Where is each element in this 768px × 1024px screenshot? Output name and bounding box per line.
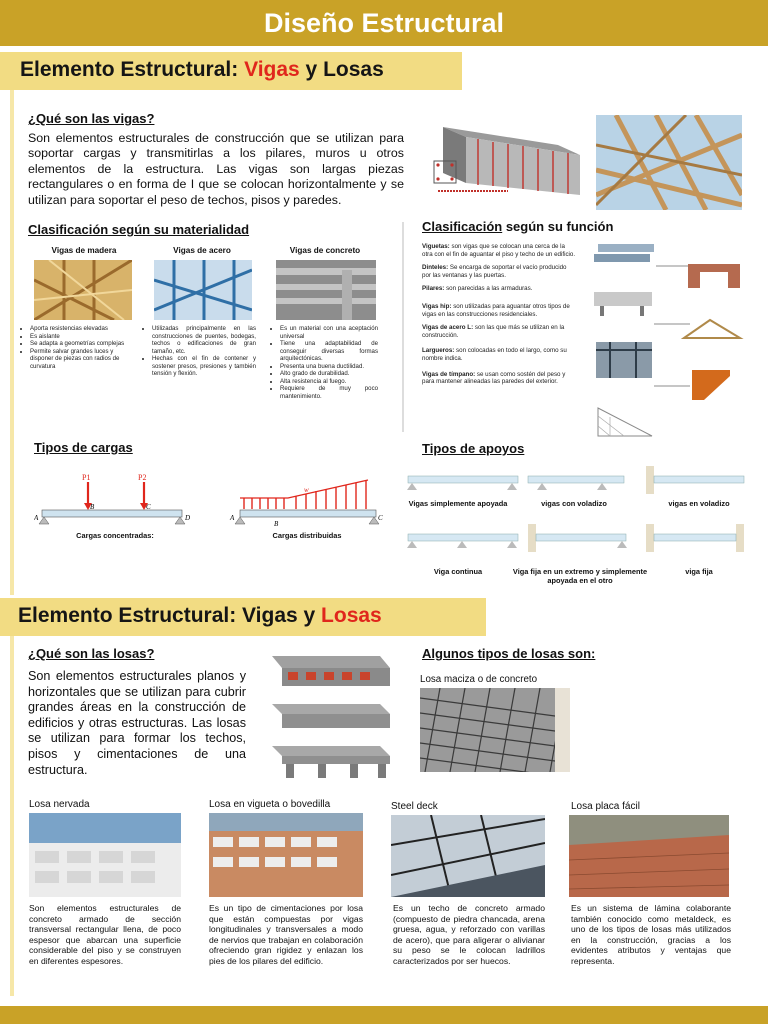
- concrete-bullets: • Es un material con una aceptación universal • Tiene una adaptabilidad de conseguir diversas formas arquitectónicas. • Presenta una buena ductilidad. • Alto grado de durabilidad. • Alta resistencia al fuego. • Requiere de muy poco mantenimiento.: [272, 325, 378, 400]
- section1-banner: [0, 52, 462, 90]
- rebar-cage-image: [418, 115, 588, 200]
- section1-sideline: [10, 90, 14, 595]
- support-caption-simple: Vigas simplemente apoyada: [408, 499, 508, 508]
- hip-roof-illustration: [684, 320, 740, 338]
- support-caption-cantilever: vigas en voladizo: [668, 499, 730, 508]
- function-illustrations: [580, 240, 750, 440]
- function-item: Vigas de acero L: son las que más se utilizan en la construcción.: [422, 324, 565, 339]
- solid-slab-illustration: [272, 704, 390, 728]
- pillar-illustration: [594, 292, 652, 316]
- loads-heading: Tipos de cargas: [34, 440, 133, 455]
- distributed-load-diagram: [228, 470, 388, 530]
- footer-bar: [0, 1006, 768, 1024]
- slab-type-2-text: Es un tipo de cimentaciones por losa que están compuestas por vigas longitudinales y transversales a modo de nervios que trabajan en colaboración ofreciendo gran rigidez y enlazan los pies de los pilares del edificio.: [209, 903, 363, 966]
- function-item: Vigas de tímpano: se usan como sostén del peso y para mantener alineadas las paredes del exterior.: [422, 370, 566, 386]
- slab-section-illustrations: [262, 648, 394, 788]
- material-concrete-title: Vigas de concreto: [289, 246, 361, 255]
- joist-illustration: [594, 244, 654, 262]
- solid-slab-label: Losa maciza o de concreto: [420, 674, 538, 685]
- beams-heading: ¿Qué son las vigas?: [28, 111, 155, 126]
- simply-supported-diagram: [407, 476, 518, 490]
- label-b2: B: [274, 520, 279, 528]
- section2-banner: [0, 598, 486, 636]
- steel-bullets: • Utilizadas principalmente en las construcciones de puentes, bodegas, techos o edificaciones de gran tamaño, etc. • Hechas con el fin de contener y sostener presos, presiones y también tensión y flexión.: [144, 325, 256, 378]
- label-w: w: [304, 486, 309, 494]
- support-caption-continuous: Viga continua: [433, 567, 483, 576]
- propped-cantilever-diagram: [528, 524, 627, 552]
- hollow-slab-illustration: [272, 656, 390, 686]
- support-caption-fixed: viga fija: [685, 567, 713, 576]
- support-caption-propped: Viga fija en un extremo y simplemente apoyada en el otro: [512, 567, 648, 585]
- steel-beams-photo: [154, 260, 252, 320]
- slab-type-3-title: Steel deck: [391, 801, 438, 812]
- support-diagrams: [402, 462, 752, 572]
- overhang-diagram: [528, 476, 624, 490]
- wood-roof-photo: [596, 115, 742, 210]
- function-list: [422, 243, 576, 386]
- label-d: D: [185, 514, 191, 522]
- label-b: B: [90, 503, 95, 511]
- slab-types-heading: Algunos tipos de losas son:: [422, 646, 596, 661]
- function-item: Viguetas: son vigas que se colocan una cerca de la otra con el fin de aguantar el piso y techo de un edificio.: [422, 243, 576, 258]
- fixed-beam-diagram: [646, 524, 744, 552]
- support-caption-overhang: vigas con voladizo: [541, 499, 607, 508]
- function-heading: Clasificación según su función: [422, 219, 614, 234]
- section1-title: Elemento Estructural: Vigas y Losas: [20, 58, 384, 81]
- concentrated-load-caption: Cargas concentradas:: [76, 531, 154, 540]
- joist-slab-photo: [209, 813, 363, 897]
- function-item: Vigas hip: son utilizadas para aguantar otros tipos de vigas en las construcciones residenciales.: [422, 302, 570, 318]
- gable-truss-illustration: [598, 408, 652, 436]
- label-a2: A: [230, 514, 235, 522]
- supports-heading: Tipos de apoyos: [422, 441, 525, 456]
- solid-slab-photo: [420, 688, 570, 772]
- label-c2: C: [378, 514, 383, 522]
- distributed-load-caption: Cargas distribuidas: [272, 531, 342, 540]
- material-wood-title: Vigas de madera: [51, 246, 117, 255]
- function-item: Dinteles: Se encarga de soportar el vacío producido por las ventanas y las puertas.: [422, 264, 567, 279]
- concentrated-load-diagram: [34, 470, 194, 530]
- label-a: A: [34, 514, 39, 522]
- concrete-beams-photo: [276, 260, 376, 320]
- steel-frame-illustration: [596, 342, 652, 378]
- beams-description: Son elementos estructurales de construcción que se utilizan para soportar cargas y transmitirlas a los pilares, muros u otros elementos de la estructura. Las vigas son largas piezas rectangulares o en forma de I que se colocan horizontalmente y se utilizan para soportar el peso de techos, pisos y paredes.: [28, 131, 404, 207]
- section2-title: Elemento Estructural: Vigas y Losas: [18, 604, 382, 627]
- label-p2: P2: [138, 473, 147, 482]
- function-item: Largueros: son colocadas en todo el largo, como su nombre indica.: [422, 347, 567, 362]
- slabs-description: Son elementos estructurales planos y horizontales que se utilizan para cubrir grandes áreas en la construcción de edificios y otras estructuras. Las losas se utilizan para formar los techos, pisos y cimentaciones de una estructura.: [28, 669, 246, 777]
- slab-type-1-text: Son elementos estructurales de concreto armado de sección transversal rectangular llena, de poco espesor que abarcan una superficie considerable del piso y se construyen en diferentes espesores.: [29, 903, 181, 966]
- slab-type-3-text: Es un techo de concreto armado (compuesto de piedra chancada, arena gruesa, agua, y reforzado con varillas de acero), que para aligerar o alivianar su peso se le colocan ladrillos caracterizados por ser huecos.: [393, 903, 545, 966]
- header-bar: [0, 0, 768, 46]
- slab-type-4-text: Es un sistema de lámina colaborante también conocido como metaldeck, es uno de los tipos de losas más utilizados en la construcción, gracias a los evidentes atributos y ventajas que representa.: [571, 903, 731, 966]
- wood-bullets: • Aporta resistencias elevadas • Es aislante • Se adapta a geometrías complejas • Permite salvar grandes luces y disponer de piezas con radios de curvatura: [22, 325, 134, 370]
- material-steel-title: Vigas de acero: [173, 246, 231, 255]
- column-divider: [402, 222, 404, 432]
- function-item: Pilares: son parecidas a las armaduras.: [422, 285, 533, 293]
- materiality-heading: Clasificación según su materialidad: [28, 222, 250, 237]
- slab-type-4-title: Losa placa fácil: [571, 801, 640, 812]
- lintel-illustration: [688, 264, 740, 288]
- stringer-illustration: [692, 370, 730, 400]
- label-c: C: [146, 503, 151, 511]
- section2-sideline: [10, 636, 14, 996]
- label-p1: P1: [82, 473, 91, 482]
- page-title: Diseño Estructural: [263, 8, 505, 38]
- steel-deck-photo: [391, 815, 545, 897]
- wood-beams-photo: [34, 260, 132, 320]
- slab-type-2-title: Losa en vigueta o bovedilla: [209, 799, 331, 810]
- ribbed-slab-illustration: [272, 746, 390, 778]
- easy-slab-photo: [569, 815, 729, 897]
- slab-type-1-title: Losa nervada: [29, 799, 90, 810]
- continuous-diagram: [407, 534, 518, 548]
- ribbed-slab-photo: [29, 813, 181, 897]
- slabs-heading: ¿Qué son las losas?: [28, 646, 155, 661]
- cantilever-diagram: [646, 466, 744, 494]
